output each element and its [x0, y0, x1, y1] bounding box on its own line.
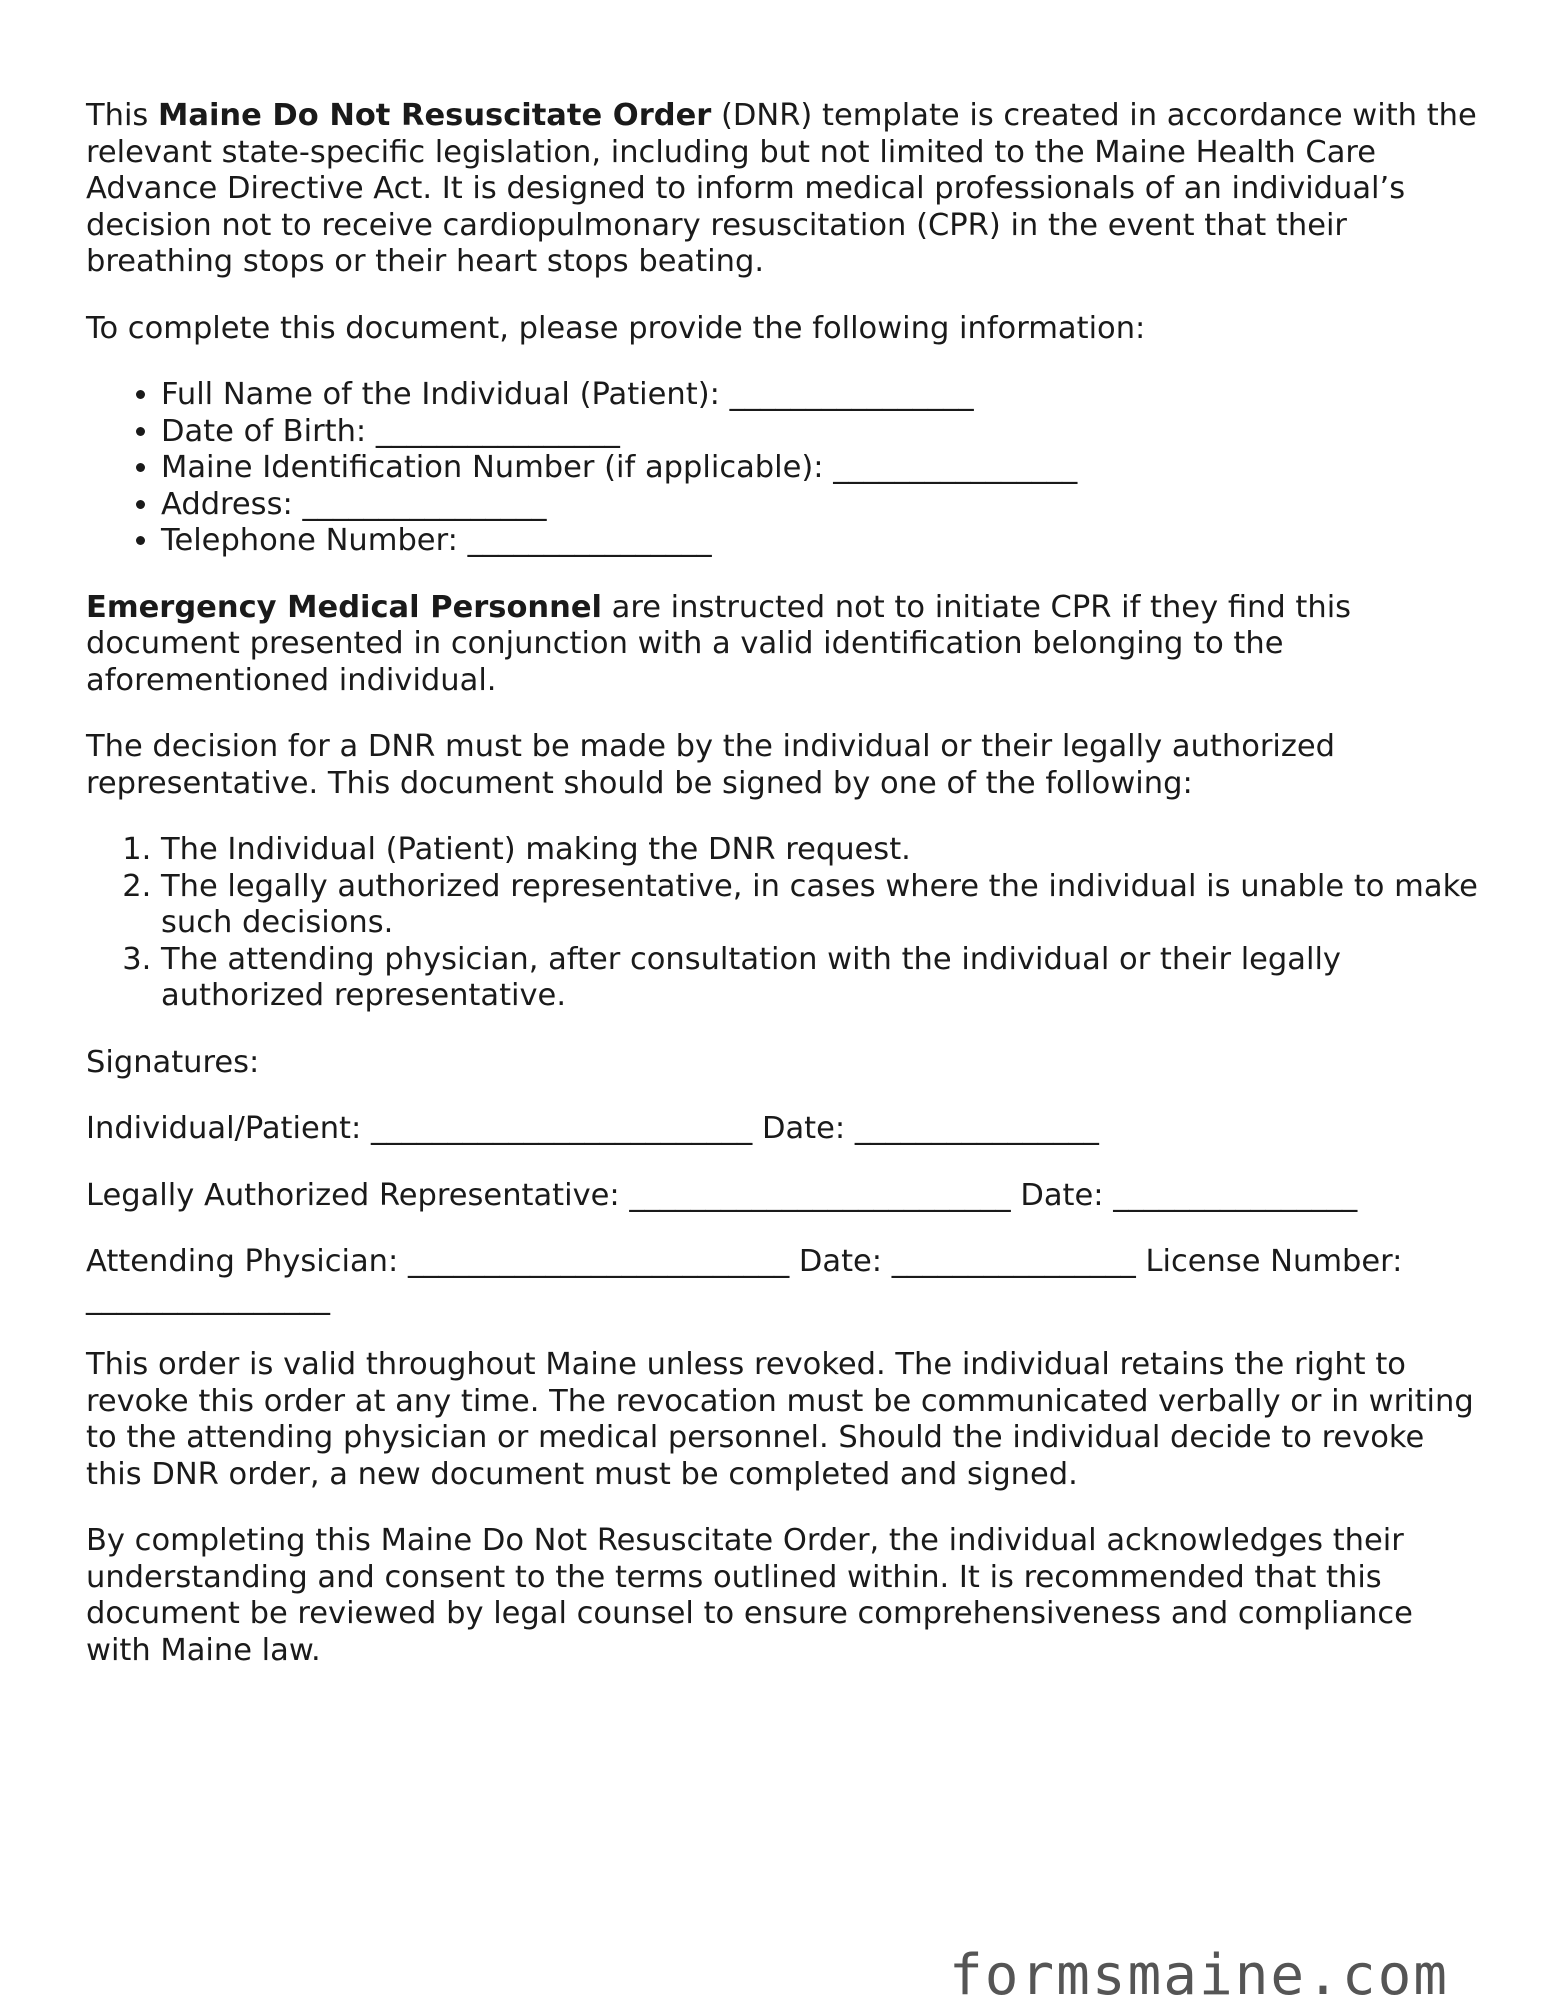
- intro-paragraph: [86, 98, 1486, 281]
- emergency-paragraph: [86, 590, 1486, 700]
- representative-signature-blank[interactable]: _________________________: [629, 1177, 1011, 1213]
- info-field-list: [86, 377, 1486, 560]
- signer-list: [86, 832, 1486, 1015]
- physician-signature-blank[interactable]: _________________________: [407, 1244, 790, 1279]
- signatures-heading: Signatures:: [86, 1044, 260, 1080]
- validity-paragraph: This order is valid throughout Maine unless revoked. The individual retains the right to revoke this order at any time. The revocation must be communicated verbally or in writing to the attending physician or medical personnel. Should the individual decide to revoke this DNR order, a new document must be completed and signed.: [86, 1347, 1474, 1492]
- signer-item-physician: 3. The attending physician, after consultation with the individual or their legally authorized representative.: [161, 942, 1486, 1015]
- license-number-blank[interactable]: ________________: [86, 1280, 330, 1316]
- address-blank[interactable]: ________________: [302, 486, 547, 522]
- document-title: Maine Do Not Resuscitate Order: [158, 98, 712, 133]
- patient-signature-line: Individual/Patient: _________________________ Date: ________________: [86, 1111, 1099, 1146]
- physician-signature-line: Attending Physician: _________________________ Date: ________________ License Number: ________________: [86, 1244, 1403, 1316]
- acknowledgement-paragraph: By completing this Maine Do Not Resuscitate Order, the individual acknowledges their understanding and consent to the terms outlined within. It is recommended that this document be reviewed by legal counsel to ensure comprehensiveness and compliance with Maine law.: [86, 1523, 1413, 1668]
- decision-paragraph: The decision for a DNR must be made by the individual or their legally authorized representative. This document should be signed by one of the following:: [86, 729, 1335, 801]
- signer-item-patient: 1. The Individual (Patient) making the DNR request.: [161, 832, 1486, 869]
- emergency-text: are instructed not to initiate CPR if they find this document presented in conjunction with a valid identification belonging to the aforementioned individual.: [86, 589, 1352, 698]
- info-field-address: • Address: ________________: [161, 487, 1486, 524]
- info-field-telephone: • Telephone Number: ________________: [161, 523, 1486, 560]
- instructions-paragraph: To complete this document, please provide the following information:: [86, 310, 1146, 346]
- intro-lead: This: [86, 98, 159, 133]
- representative-date-blank[interactable]: ________________: [1113, 1177, 1358, 1213]
- date-of-birth-blank[interactable]: ________________: [375, 413, 620, 449]
- info-field-maine-id: • Maine Identification Number (if applicable): ________________: [161, 450, 1486, 487]
- patient-signature-blank[interactable]: _________________________: [371, 1111, 753, 1146]
- full-name-blank[interactable]: ________________: [729, 377, 974, 412]
- maine-id-blank[interactable]: ________________: [833, 450, 1078, 485]
- telephone-blank[interactable]: ________________: [467, 523, 712, 558]
- info-field-full-name: • Full Name of the Individual (Patient): ________________: [161, 377, 1486, 414]
- physician-date-blank[interactable]: ________________: [891, 1244, 1136, 1279]
- document-body: [86, 98, 1486, 1699]
- emergency-heading: Emergency Medical Personnel: [86, 589, 602, 625]
- site-watermark: formsmaine.com: [948, 1943, 1449, 2008]
- info-field-date-of-birth: • Date of Birth: ________________: [161, 414, 1486, 451]
- intro-text: (DNR) template is created in accordance with the relevant state-specific legislation, including but not limited to the Maine Health Care Advance Directive Act. It is designed to inform medical professionals of an individual’s decision not to receive cardiopulmonary resuscitation (CPR) in the event that their breathing stops or their heart stops beating.: [86, 98, 1477, 279]
- signer-item-representative: 2. The legally authorized representative, in cases where the individual is unable to make such decisions.: [161, 869, 1486, 942]
- patient-date-blank[interactable]: ________________: [854, 1111, 1099, 1146]
- representative-signature-line: Legally Authorized Representative: _________________________ Date: ________________: [86, 1177, 1358, 1213]
